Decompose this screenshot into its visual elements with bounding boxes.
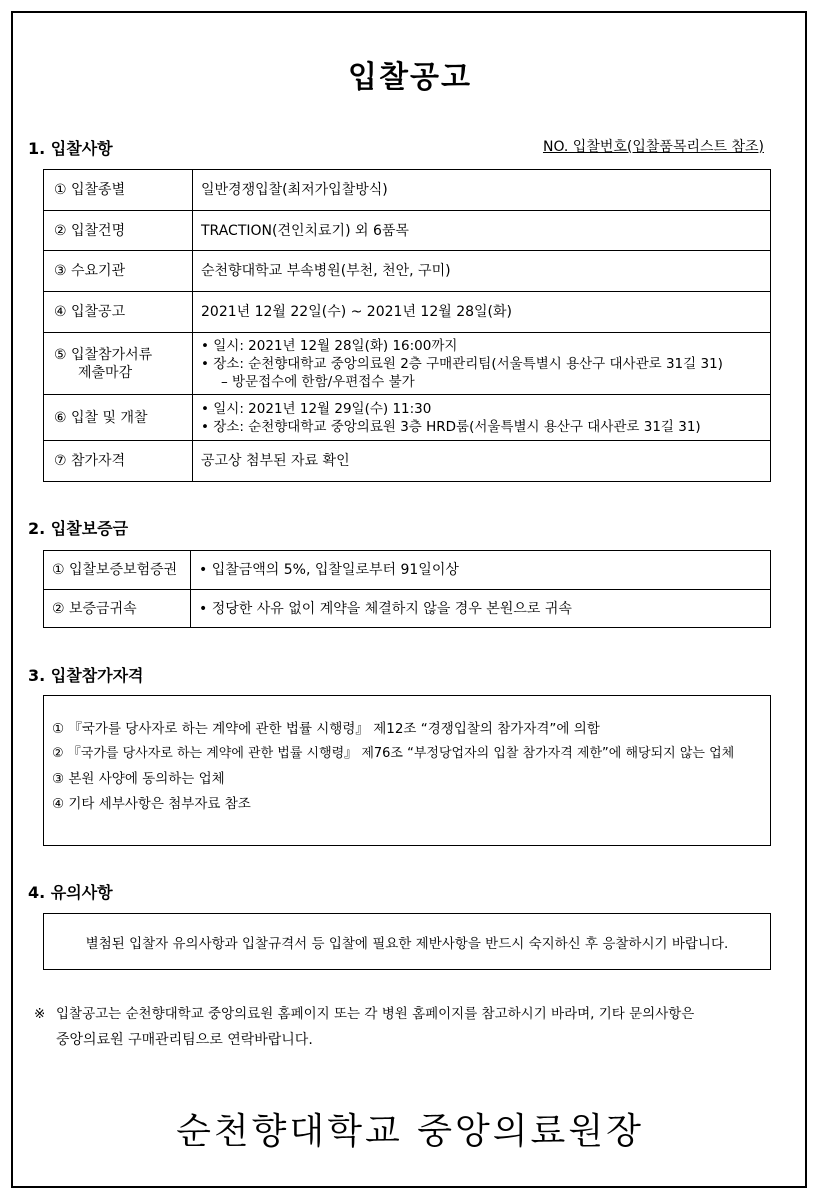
qualification-item: ③ 본원 사양에 동의하는 업체 bbox=[52, 771, 225, 787]
bullet-date: • 일시: 2021년 12월 29일(수) 11:30 bbox=[201, 400, 432, 417]
row-label: ② 입찰건명 bbox=[44, 211, 193, 251]
row-value: 순천향대학교 부속병원(부천, 천안, 구미) bbox=[193, 251, 771, 292]
row-label bbox=[44, 333, 193, 395]
table-row bbox=[44, 292, 771, 333]
row-value: TRACTION(견인치료기) 외 6품목 bbox=[193, 211, 771, 251]
table-row bbox=[44, 441, 771, 482]
bullet-place: • 장소: 순천향대학교 중앙의료원 3층 HRD룸(서울특별시 용산구 대사관로 31길 31) bbox=[201, 418, 701, 435]
section-heading-bid-items: 1. 입찰사항 bbox=[28, 139, 113, 158]
row-label: ⑥ 입찰 및 개찰 bbox=[44, 395, 193, 441]
footnote-line bbox=[34, 1001, 774, 1027]
table-row bbox=[44, 395, 771, 441]
qualification-item: ① 『국가를 당사자로 하는 계약에 관한 법률 시행령』 제12조 “경쟁입찰의 참가자격”에 의함 bbox=[52, 721, 600, 737]
table-row bbox=[44, 211, 771, 251]
table-row bbox=[44, 170, 771, 211]
row-label-line: ⑤ 입찰참가서류 bbox=[54, 346, 153, 363]
qualification-item: ② 『국가를 당사자로 하는 계약에 관한 법률 시행령』 제76조 “부정당업자의 입찰 참가자격 제한”에 해당되지 않는 업체 bbox=[52, 746, 735, 761]
row-label: ④ 입찰공고 bbox=[44, 292, 193, 333]
row-value: 공고상 첨부된 자료 확인 bbox=[193, 441, 771, 482]
row-value bbox=[193, 395, 771, 441]
section-heading-notes: 4. 유의사항 bbox=[28, 883, 113, 902]
row-value bbox=[193, 333, 771, 395]
row-value: • 정당한 사유 없이 계약을 체결하지 않을 경우 본원으로 귀속 bbox=[191, 590, 771, 628]
footnote bbox=[34, 1001, 774, 1053]
deposit-table bbox=[43, 550, 771, 628]
table-row bbox=[44, 551, 771, 590]
bullet-place: • 장소: 순천향대학교 중앙의료원 2층 구매관리팀(서울특별시 용산구 대사관로 31길 31) bbox=[201, 355, 723, 372]
table-row bbox=[44, 590, 771, 628]
row-label-line: 제출마감 bbox=[78, 364, 133, 381]
notice-text: 별첨된 입찰자 유의사항과 입찰규격서 등 입찰에 필요한 제반사항을 반드시 숙지하신 후 응찰하시기 바랍니다. bbox=[85, 935, 729, 952]
bullet-sub-note: – 방문접수에 한함/우편접수 불가 bbox=[221, 373, 415, 390]
row-label: ⑦ 참가자격 bbox=[44, 441, 193, 482]
qualification-box bbox=[43, 695, 771, 846]
row-value: 2021년 12월 22일(수) ~ 2021년 12월 28일(화) bbox=[193, 292, 771, 333]
row-value: • 입찰금액의 5%, 입찰일로부터 91일이상 bbox=[191, 551, 771, 590]
notice-box bbox=[43, 913, 771, 970]
reference-mark: ※ bbox=[34, 1006, 46, 1022]
issuer-signature: 순천향대학교 중앙의료원장 bbox=[176, 1111, 644, 1152]
row-label: ③ 수요기관 bbox=[44, 251, 193, 292]
section-heading-deposit: 2. 입찰보증금 bbox=[28, 519, 129, 538]
row-label: ② 보증금귀속 bbox=[44, 590, 191, 628]
bid-number-reference: NO. 입찰번호(입찰품목리스트 참조) bbox=[542, 139, 764, 155]
footnote-text: 입찰공고는 순천향대학교 중앙의료원 홈페이지 또는 각 병원 홈페이지를 참고하시기 바라며, 기타 문의사항은 bbox=[56, 1006, 695, 1022]
row-label: ① 입찰보증보험증권 bbox=[44, 551, 191, 590]
row-value: 일반경쟁입찰(최저가입찰방식) bbox=[193, 170, 771, 211]
bid-items-table bbox=[43, 169, 771, 482]
table-row bbox=[44, 333, 771, 395]
row-label: ① 입찰종별 bbox=[44, 170, 193, 211]
footnote-text: 중앙의료원 구매관리팀으로 연락바랍니다. bbox=[56, 1032, 313, 1048]
table-row bbox=[44, 251, 771, 292]
page-title: 입찰공고 bbox=[348, 60, 472, 95]
qualification-item: ④ 기타 세부사항은 첨부자료 참조 bbox=[52, 796, 251, 812]
section-heading-qualification: 3. 입찰참가자격 bbox=[28, 666, 144, 685]
bullet-date: • 일시: 2021년 12월 28일(화) 16:00까지 bbox=[201, 337, 458, 354]
